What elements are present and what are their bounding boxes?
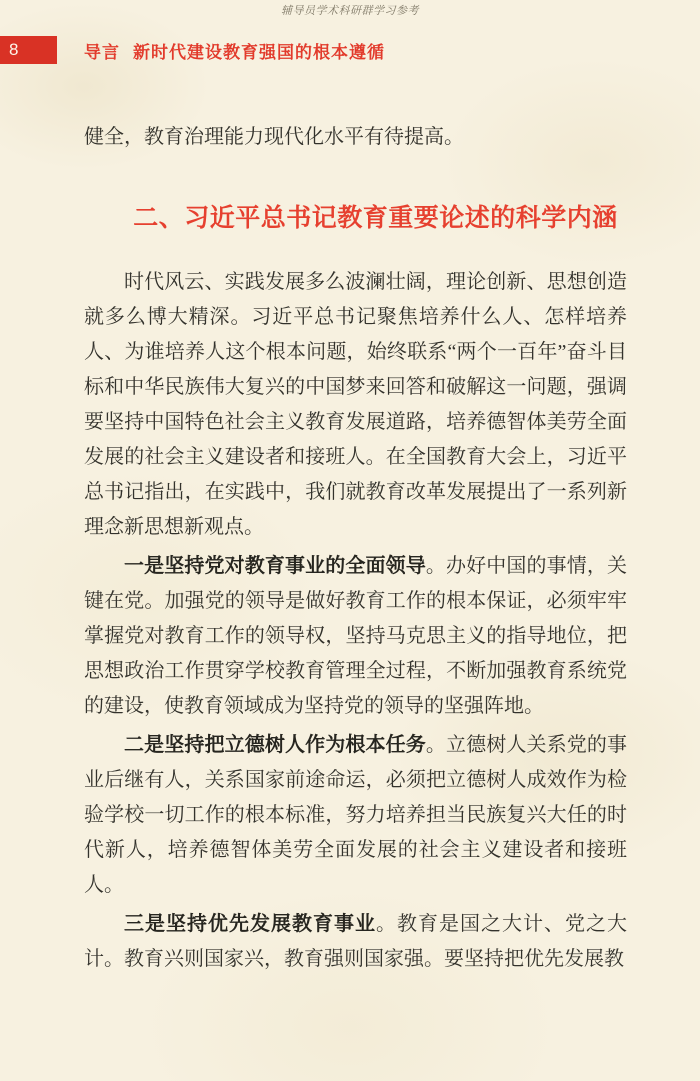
paragraph-4-text: 。教育是国之大计、党之大计。教育兴则国家兴，教育强则国家强。要坚持把优先发展教 [84, 913, 627, 970]
paragraph-2-lead: 一是坚持党对教育事业的全面领导 [124, 555, 426, 577]
running-head-section: 导言 [84, 42, 120, 62]
body-text [84, 265, 627, 977]
paragraph-3-text: 。立德树人关系党的事业后继有人，关系国家前途命运，必须把立德树人成效作为检验学校一切工作的根本标准，努力培养担当民族复兴大任的时代新人，培养德智体美劳全面发展的社会主义建设者和接班人。 [84, 734, 627, 896]
page-header [0, 36, 700, 64]
paragraph-4-lead: 三是坚持优先发展教育事业 [124, 913, 376, 935]
paragraph-1 [84, 265, 627, 545]
paragraph-2-text: 。办好中国的事情，关键在党。加强党的领导是做好教育工作的根本保证，必须牢牢掌握党对教育工作的领导权，坚持马克思主义的指导地位，把思想政治工作贯穿学校教育管理全过程，不断加强教育系统党的建设，使教育领域成为坚持党的领导的坚强阵地。 [84, 555, 627, 717]
running-head-title: 新时代建设教育强国的根本遵循 [133, 42, 385, 62]
paragraph-1-text: 时代风云、实践发展多么波澜壮阔，理论创新、思想创造就多么博大精深。习近平总书记聚焦培养什么人、怎样培养人、为谁培养人这个根本问题，始终联系“两个一百年”奋斗目标和中华民族伟大复兴的中国梦来回答和破解这一问题，强调要坚持中国特色社会主义教育发展道路，培养德智体美劳全面发展的社会主义建设者和接班人。在全国教育大会上，习近平总书记指出，在实践中，我们就教育改革发展提出了一系列新理念新思想新观点。 [84, 271, 627, 538]
paragraph-4 [84, 907, 627, 977]
section-heading: 二、习近平总书记教育重要论述的科学内涵 [133, 204, 618, 232]
paragraph-3 [84, 728, 627, 903]
carryover-paragraph: 健全，教育治理能力现代化水平有待提高。 [84, 126, 464, 148]
paragraph-3-lead: 二是坚持把立德树人作为根本任务 [124, 734, 426, 756]
watermark-text: 辅导员学术科研群学习参考 [281, 5, 419, 17]
running-head [84, 38, 385, 63]
page-number-badge: 8 [0, 36, 57, 64]
paragraph-2 [84, 549, 627, 724]
